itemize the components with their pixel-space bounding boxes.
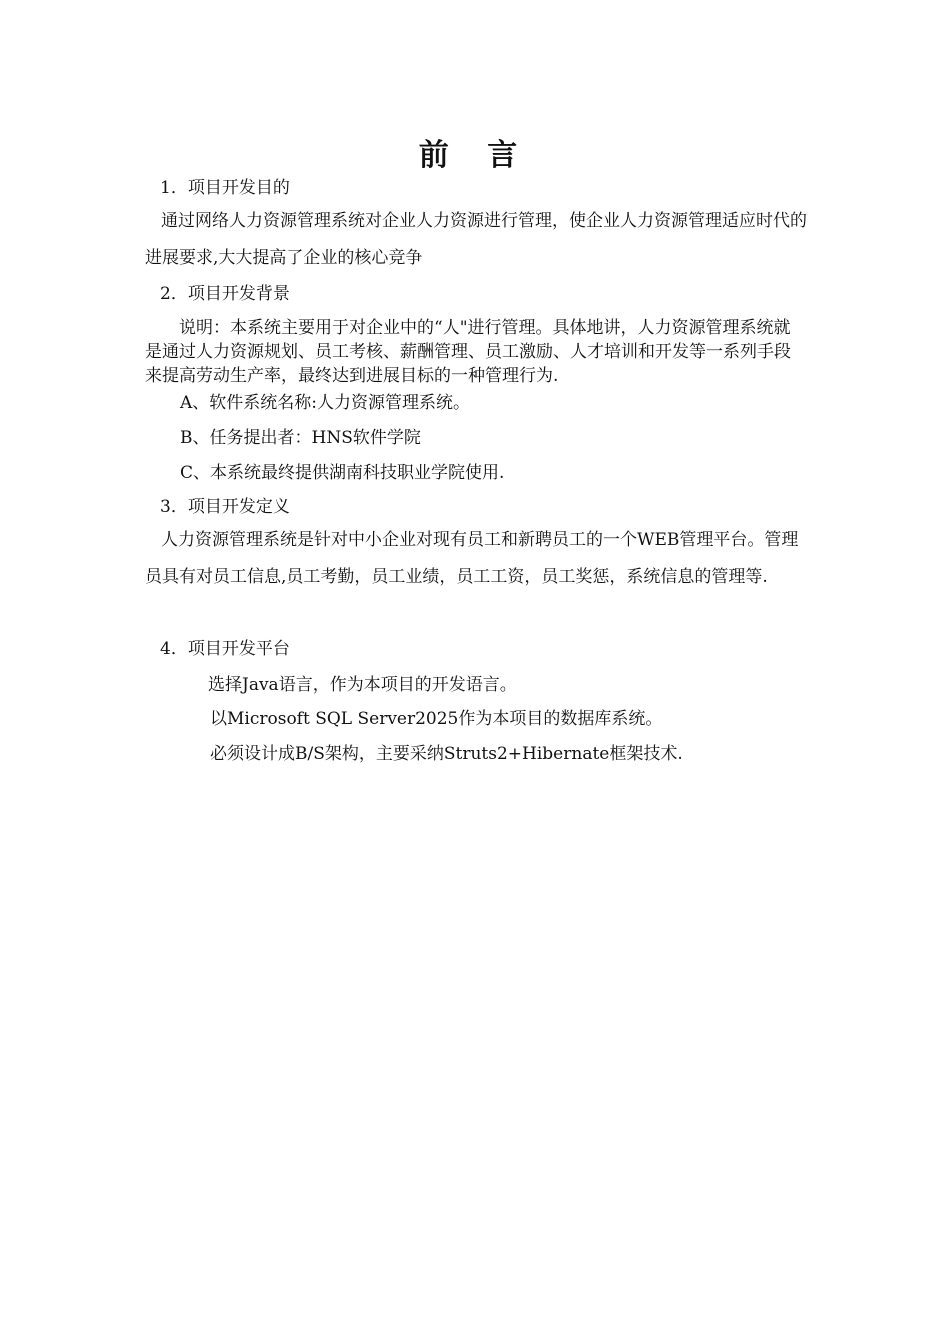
section-3-heading: 3．项目开发定义	[160, 497, 290, 517]
section-4-item-architecture: 必须设计成B/S架构，主要采纳Struts2+Hibernate框架技术.	[210, 744, 683, 764]
section-4-item-database: 以Microsoft SQL Server2025作为本项目的数据库系统。	[210, 709, 663, 729]
section-2-item-c: C、本系统最终提供湖南科技职业学院使用.	[180, 463, 505, 483]
section-2-item-a: A、软件系统名称:人力资源管理系统。	[180, 393, 471, 413]
section-4-heading: 4．项目开发平台	[160, 639, 290, 659]
section-2-body: 说明：本系统主要用于对企业中的“人"进行管理。具体地讲，人力资源管理系统就是通过人力资源规划、员工考核、薪酬管理、员工激励、人才培训和开发等一系列手段来提高劳动生产率，最终达到进展目标的一种管理行为.	[145, 318, 791, 386]
section-2-heading: 2．项目开发背景	[160, 284, 290, 304]
section-3-body: 人力资源管理系统是针对中小企业对现有员工和新聘员工的一个WEB管理平台。管理员具有对员工信息,员工考勤，员工业绩，员工工资，员工奖惩，系统信息的管理等.	[145, 530, 799, 587]
page-title: 前 言	[418, 138, 532, 173]
section-1-heading: 1．项目开发目的	[160, 178, 290, 198]
section-1-body: 通过网络人力资源管理系统对企业人力资源进行管理，使企业人力资源管理适应时代的进展要求,大大提高了企业的核心竞争	[145, 211, 807, 268]
section-4-item-language: 选择Java语言，作为本项目的开发语言。	[208, 675, 517, 695]
section-2-item-b: B、任务提出者：HNS软件学院	[180, 428, 421, 448]
